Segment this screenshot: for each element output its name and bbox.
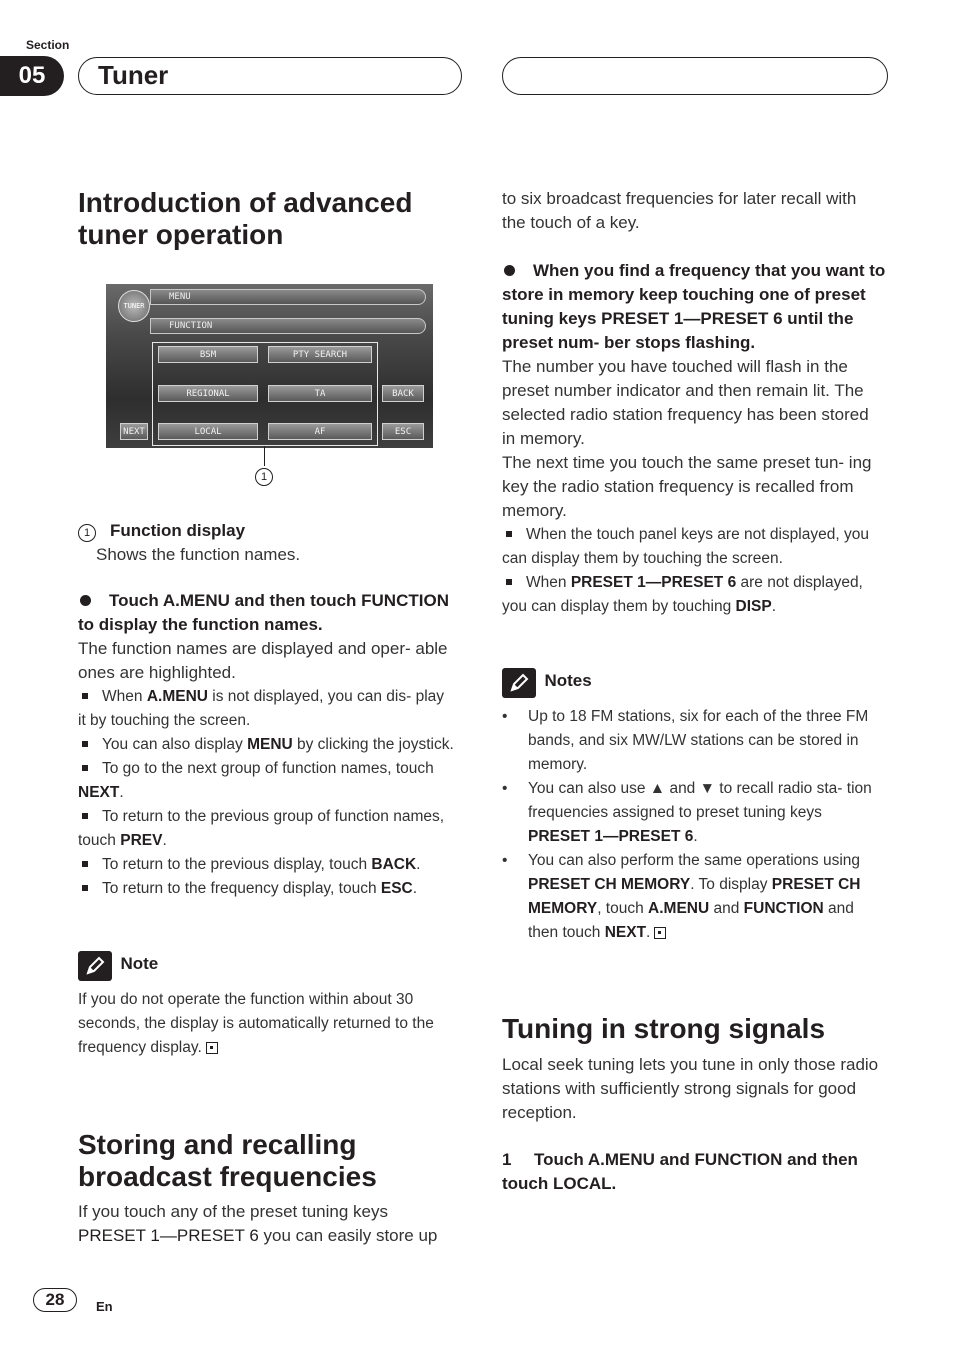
intro-step-bold: Touch A.MENU and then touch FUNCTION to display the function names. <box>78 591 449 634</box>
af-button[interactable]: AF <box>268 423 372 440</box>
strong-step-number: 1 <box>502 1150 512 1169</box>
note-pencil-icon <box>78 951 112 981</box>
intro-tip: To return to the frequency display, touch ESC. <box>78 877 454 901</box>
storing-step-text: The number you have touched will flash in the preset number indicator and then remain lit. The selected radio station frequency has been stored in memory. <box>502 357 869 448</box>
intro-tips <box>78 685 454 901</box>
tuner-logo: TUNER <box>118 290 150 322</box>
storing-heading: Storing and recalling broadcast frequencies <box>78 1129 377 1192</box>
intro-tip: To return to the previous display, touch BACK. <box>78 853 454 877</box>
storing-step-bold: When you find a frequency that you want to store in memory keep touching one of preset tuning keys PRESET 1—PRESET 6 until the preset num- ber stops flashing. <box>502 261 886 352</box>
section-label: Section <box>26 38 70 52</box>
intro-tip: When A.MENU is not displayed, you can dis- play it by touching the screen. <box>78 688 445 729</box>
callout-line <box>264 446 265 466</box>
title-frame-right <box>502 57 888 95</box>
function-bar: FUNCTION <box>150 318 426 334</box>
notes-label: Notes <box>544 671 592 690</box>
storing-tip-1: When the touch panel keys are not displayed, you can display them by touching the screen. <box>502 526 869 567</box>
regional-button[interactable]: REGIONAL <box>158 385 258 402</box>
strong-step: 1 Touch A.MENU and FUNCTION and then touch LOCAL. <box>502 1150 858 1193</box>
note-item: • Up to 18 FM stations, six for each of the three FM bands, and six MW/LW stations can be stored in memory. <box>502 708 869 773</box>
legend-item <box>78 519 458 567</box>
storing-tip-2: When PRESET 1—PRESET 6 are not displayed, you can display them by touching DISP. <box>502 574 863 615</box>
section-number: 05 <box>0 56 64 96</box>
notes-header <box>502 668 592 699</box>
page-number: 28 <box>33 1288 77 1312</box>
intro-tip: To go to the next group of function names, touch NEXT. <box>78 760 434 801</box>
strong-text: Local seek tuning lets you tune in only those radio stations with sufficiently strong signals for good reception. <box>502 1055 879 1122</box>
language-label: En <box>96 1299 113 1314</box>
intro-heading: Introduction of advanced tuner operation <box>78 187 413 250</box>
storing-step-text2: The next time you touch the same preset tun- ing key the radio station frequency is recalled from memory. <box>502 453 872 520</box>
intro-tip: You can also display MENU by clicking the joystick. <box>78 733 454 757</box>
storing-intro: If you touch any of the preset tuning keys PRESET 1—PRESET 6 you can easily store up <box>78 1202 438 1245</box>
note-label: Note <box>120 954 159 973</box>
bsm-button[interactable]: BSM <box>158 346 258 363</box>
notes-list <box>502 705 884 945</box>
intro-step <box>78 589 454 901</box>
bullet-icon <box>504 265 515 276</box>
menu-bar: MENU <box>150 289 426 305</box>
callout-marker: 1 <box>255 467 273 486</box>
intro-step-text: The function names are displayed and oper- able ones are highlighted. <box>78 639 448 682</box>
ta-button[interactable]: TA <box>268 385 372 402</box>
esc-button[interactable]: ESC <box>382 423 424 440</box>
legend-description: Shows the function names. <box>96 545 301 564</box>
bullet-icon <box>80 595 91 606</box>
page-title: Tuner <box>98 60 169 90</box>
local-button[interactable]: LOCAL <box>158 423 258 440</box>
note-text: If you do not operate the function within about 30 seconds, the display is automatically returned to the frequency display. <box>78 991 434 1056</box>
note-item: • You can also use ▲ and ▼ to recall radio sta- tion frequencies assigned to preset tuning keys PRESET 1—PRESET 6. <box>502 780 872 845</box>
back-button[interactable]: BACK <box>382 385 424 402</box>
pty-search-button[interactable]: PTY SEARCH <box>268 346 372 363</box>
end-mark-icon <box>206 1042 218 1054</box>
note-header <box>78 951 158 982</box>
strong-heading: Tuning in strong signals <box>502 1013 826 1044</box>
note-item: • You can also perform the same operations using PRESET CH MEMORY. To display PRESET CH MEMORY, touch A.MENU and FUNCTION and then touch NEXT. <box>502 852 861 941</box>
next-button[interactable]: NEXT <box>120 423 148 440</box>
legend-number: 1 <box>78 524 96 542</box>
storing-step <box>502 259 886 619</box>
storing-intro-cont: to six broadcast frequencies for later recall with the touch of a key. <box>502 189 857 232</box>
end-mark-icon <box>654 927 666 939</box>
intro-tip: To return to the previous group of function names, touch PREV. <box>78 808 445 849</box>
function-display-screen <box>106 284 433 448</box>
legend-title: Function display <box>110 521 246 540</box>
notes-pencil-icon <box>502 668 536 698</box>
